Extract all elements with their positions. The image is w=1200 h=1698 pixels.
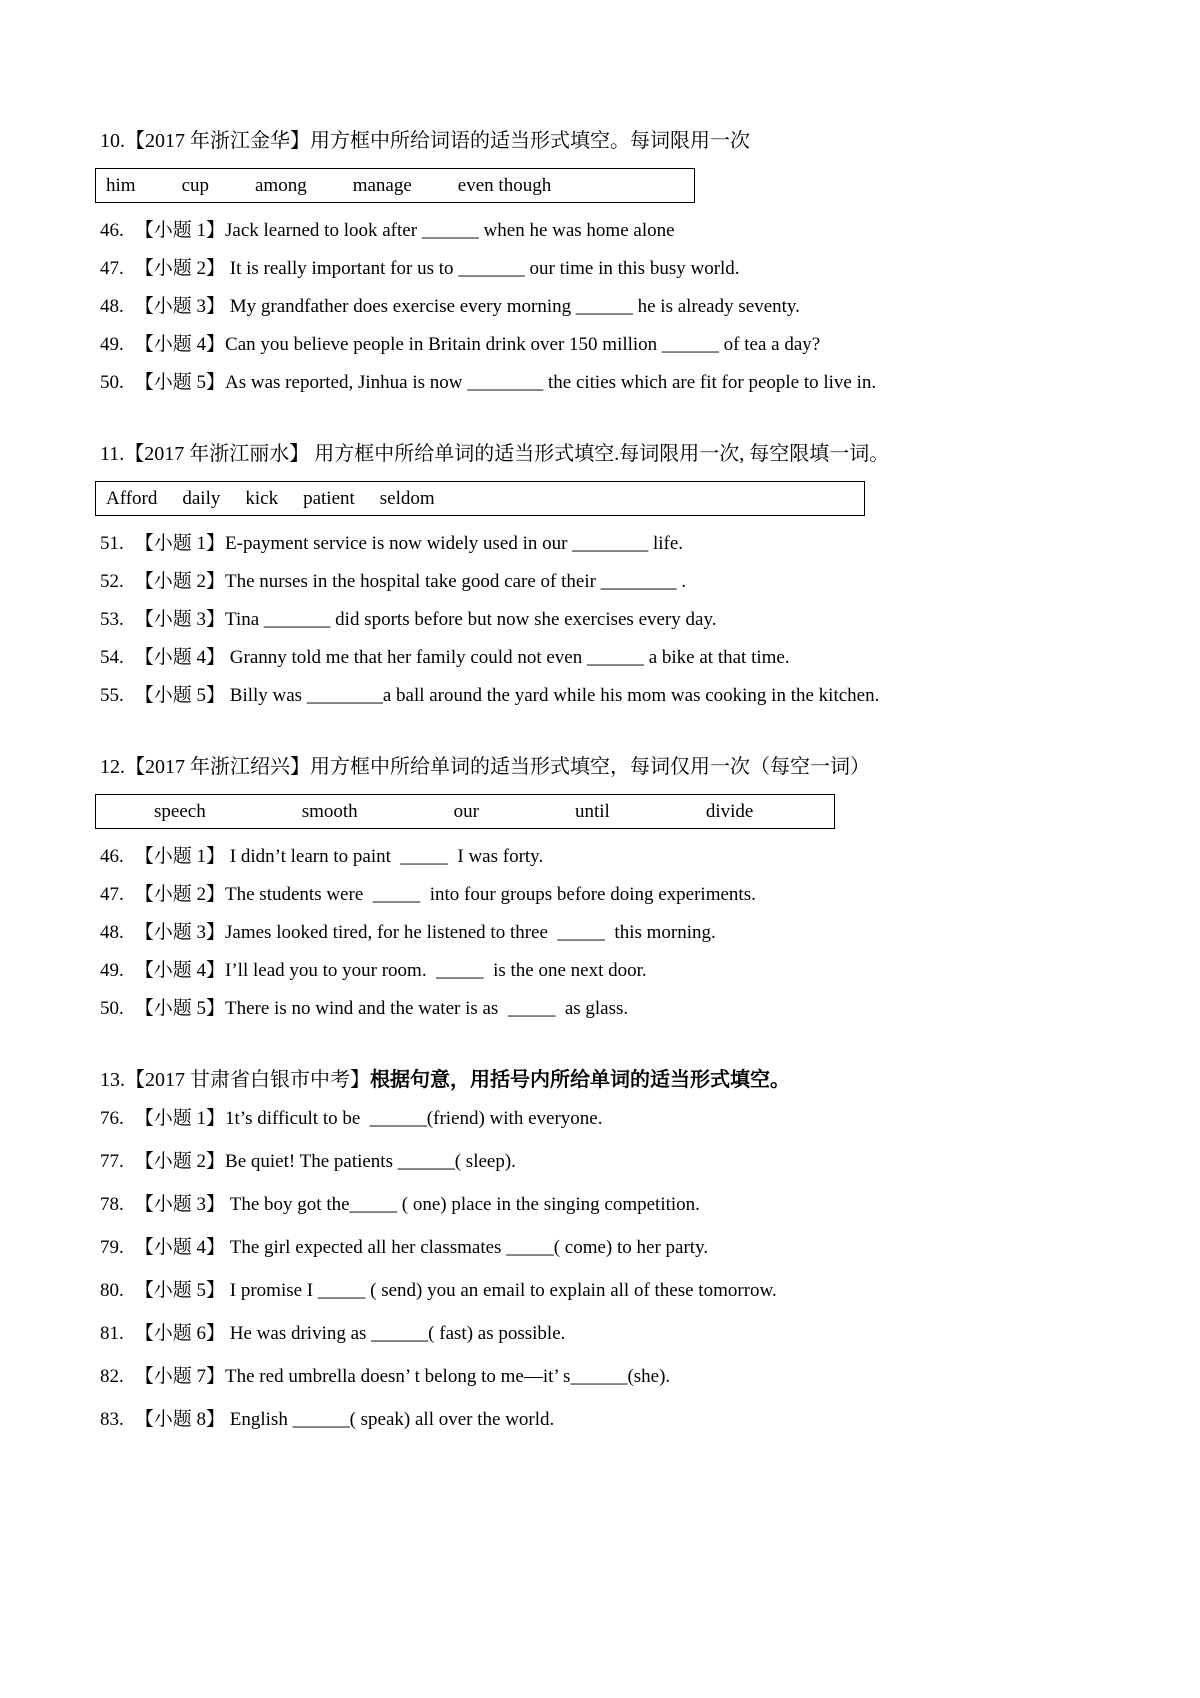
question-row xyxy=(100,1107,1105,1131)
question-number: 83. xyxy=(100,1409,124,1430)
question-label: 【小题 8】 xyxy=(134,1409,226,1430)
question-row xyxy=(100,295,1105,319)
word-bank-item: until xyxy=(574,800,610,822)
question-row xyxy=(100,219,1105,243)
question-text: The boy got the_____ ( one) place in the singing competition. xyxy=(225,1194,700,1215)
word-bank-box xyxy=(95,481,865,516)
question-text: James looked tired, for he listened to three _____ this morning. xyxy=(225,922,716,943)
exercise-section xyxy=(100,128,1105,395)
question-text: Jack learned to look after ______ when he was home alone xyxy=(225,220,675,241)
question-label: 【小题 4】 xyxy=(134,334,226,355)
question-row xyxy=(100,257,1105,281)
section-title: 12.【2017 年浙江绍兴】用方框中所给单词的适当形式填空，每词仅用一次（每空一词） xyxy=(100,756,870,778)
question-row xyxy=(100,608,1105,632)
question-text: Tina _______ did sports before but now she exercises every day. xyxy=(225,609,717,630)
section-title: 13.【2017 甘肃省白银市中考】 xyxy=(100,1069,370,1091)
word-bank-item: manage xyxy=(352,174,412,196)
word-bank-item: cup xyxy=(181,174,209,196)
question-label: 【小题 2】 xyxy=(134,258,226,279)
question-label: 【小题 2】 xyxy=(134,571,226,592)
question-label: 【小题 7】 xyxy=(134,1366,226,1387)
question-row xyxy=(100,371,1105,395)
word-bank-item: seldom xyxy=(379,487,435,509)
question-number: 52. xyxy=(100,571,124,592)
question-text: It is really important for us to _______ our time in this busy world. xyxy=(225,258,740,279)
question-label: 【小题 3】 xyxy=(134,296,226,317)
question-text: The students were _____ into four groups before doing experiments. xyxy=(225,884,756,905)
question-text: The nurses in the hospital take good care of their ________ . xyxy=(225,571,687,592)
question-number: 50. xyxy=(100,372,124,393)
word-bank-item: speech xyxy=(154,800,206,822)
question-label: 【小题 5】 xyxy=(134,685,226,706)
question-label: 【小题 5】 xyxy=(134,372,226,393)
question-label: 【小题 5】 xyxy=(134,998,226,1019)
question-label: 【小题 4】 xyxy=(134,1237,226,1258)
question-text: I promise I _____ ( send) you an email to explain all of these tomorrow. xyxy=(225,1280,777,1301)
question-label: 【小题 1】 xyxy=(134,533,226,554)
question-row xyxy=(100,333,1105,357)
word-bank-item: smooth xyxy=(301,800,358,822)
section-header xyxy=(100,754,1105,780)
question-text: My grandfather does exercise every morning ______ he is already seventy. xyxy=(225,296,800,317)
section-header xyxy=(100,1067,1105,1093)
question-row xyxy=(100,1322,1105,1346)
word-bank-item: him xyxy=(106,174,136,196)
word-bank-item: kick xyxy=(245,487,279,509)
question-row xyxy=(100,570,1105,594)
question-text: As was reported, Jinhua is now ________ the cities which are fit for people to live in. xyxy=(225,372,877,393)
question-label: 【小题 3】 xyxy=(134,922,226,943)
word-bank-item: divide xyxy=(705,800,754,822)
question-text: Be quiet! The patients ______( sleep). xyxy=(225,1151,516,1172)
question-row xyxy=(100,532,1105,556)
question-number: 82. xyxy=(100,1366,124,1387)
question-row xyxy=(100,883,1105,907)
question-text: The red umbrella doesn’ t belong to me—it’ s______(she). xyxy=(225,1366,671,1387)
question-label: 【小题 4】 xyxy=(134,647,226,668)
question-text: English ______( speak) all over the world. xyxy=(225,1409,555,1430)
question-number: 46. xyxy=(100,846,124,867)
word-bank-item: our xyxy=(453,800,479,822)
question-row xyxy=(100,1279,1105,1303)
question-label: 【小题 3】 xyxy=(134,1194,226,1215)
question-number: 77. xyxy=(100,1151,124,1172)
section-instruction: 根据句意，用括号内所给单词的适当形式填空。 xyxy=(370,1069,790,1091)
question-row xyxy=(100,845,1105,869)
question-number: 54. xyxy=(100,647,124,668)
question-number: 48. xyxy=(100,296,124,317)
word-bank-box xyxy=(95,168,695,203)
question-text: I didn’t learn to paint _____ I was forty. xyxy=(225,846,544,867)
question-label: 【小题 5】 xyxy=(134,1280,226,1301)
question-row xyxy=(100,997,1105,1021)
section-title: 11.【2017 年浙江丽水】 用方框中所给单词的适当形式填空.每词限用一次, 每空限填一词。 xyxy=(100,443,890,465)
question-row xyxy=(100,1150,1105,1174)
question-number: 81. xyxy=(100,1323,124,1344)
question-text: The girl expected all her classmates _____( come) to her party. xyxy=(225,1237,709,1258)
question-row xyxy=(100,921,1105,945)
word-bank-item: daily xyxy=(182,487,221,509)
question-label: 【小题 1】 xyxy=(134,846,226,867)
word-bank-item: Afford xyxy=(106,487,158,509)
question-number: 47. xyxy=(100,884,124,905)
question-label: 【小题 1】 xyxy=(134,1108,226,1129)
question-number: 55. xyxy=(100,685,124,706)
question-text: Granny told me that her family could not even ______ a bike at that time. xyxy=(225,647,790,668)
question-number: 49. xyxy=(100,960,124,981)
question-label: 【小题 1】 xyxy=(134,220,226,241)
question-number: 50. xyxy=(100,998,124,1019)
section-header xyxy=(100,128,1105,154)
question-label: 【小题 2】 xyxy=(134,1151,226,1172)
question-label: 【小题 2】 xyxy=(134,884,226,905)
question-row xyxy=(100,1193,1105,1217)
question-text: There is no wind and the water is as _____ as glass. xyxy=(225,998,629,1019)
question-number: 51. xyxy=(100,533,124,554)
question-text: I’ll lead you to your room. _____ is the one next door. xyxy=(225,960,647,981)
section-header xyxy=(100,441,1105,467)
question-row xyxy=(100,684,1105,708)
word-bank-box xyxy=(95,794,835,829)
word-bank-item: patient xyxy=(303,487,355,509)
sections-container xyxy=(100,128,1105,1432)
question-number: 46. xyxy=(100,220,124,241)
question-label: 【小题 4】 xyxy=(134,960,226,981)
question-number: 49. xyxy=(100,334,124,355)
question-number: 53. xyxy=(100,609,124,630)
question-number: 48. xyxy=(100,922,124,943)
question-row xyxy=(100,1236,1105,1260)
word-bank-item: among xyxy=(255,174,307,196)
exercise-section xyxy=(100,754,1105,1021)
question-text: Can you believe people in Britain drink over 150 million ______ of tea a day? xyxy=(225,334,821,355)
question-row xyxy=(100,959,1105,983)
question-text: E-payment service is now widely used in our ________ life. xyxy=(225,533,684,554)
exercise-section xyxy=(100,441,1105,708)
question-number: 76. xyxy=(100,1108,124,1129)
question-number: 80. xyxy=(100,1280,124,1301)
question-label: 【小题 3】 xyxy=(134,609,226,630)
question-label: 【小题 6】 xyxy=(134,1323,226,1344)
question-number: 78. xyxy=(100,1194,124,1215)
question-row xyxy=(100,1365,1105,1389)
question-text: He was driving as ______( fast) as possible. xyxy=(225,1323,566,1344)
question-row xyxy=(100,1408,1105,1432)
question-number: 47. xyxy=(100,258,124,279)
question-number: 79. xyxy=(100,1237,124,1258)
question-row xyxy=(100,646,1105,670)
question-text: 1t’s difficult to be ______(friend) with everyone. xyxy=(225,1108,603,1129)
question-text: Billy was ________a ball around the yard while his mom was cooking in the kitchen. xyxy=(225,685,880,706)
word-bank-item: even though xyxy=(457,174,552,196)
section-title: 10.【2017 年浙江金华】用方框中所给词语的适当形式填空。每词限用一次 xyxy=(100,130,750,152)
exercise-section xyxy=(100,1067,1105,1432)
